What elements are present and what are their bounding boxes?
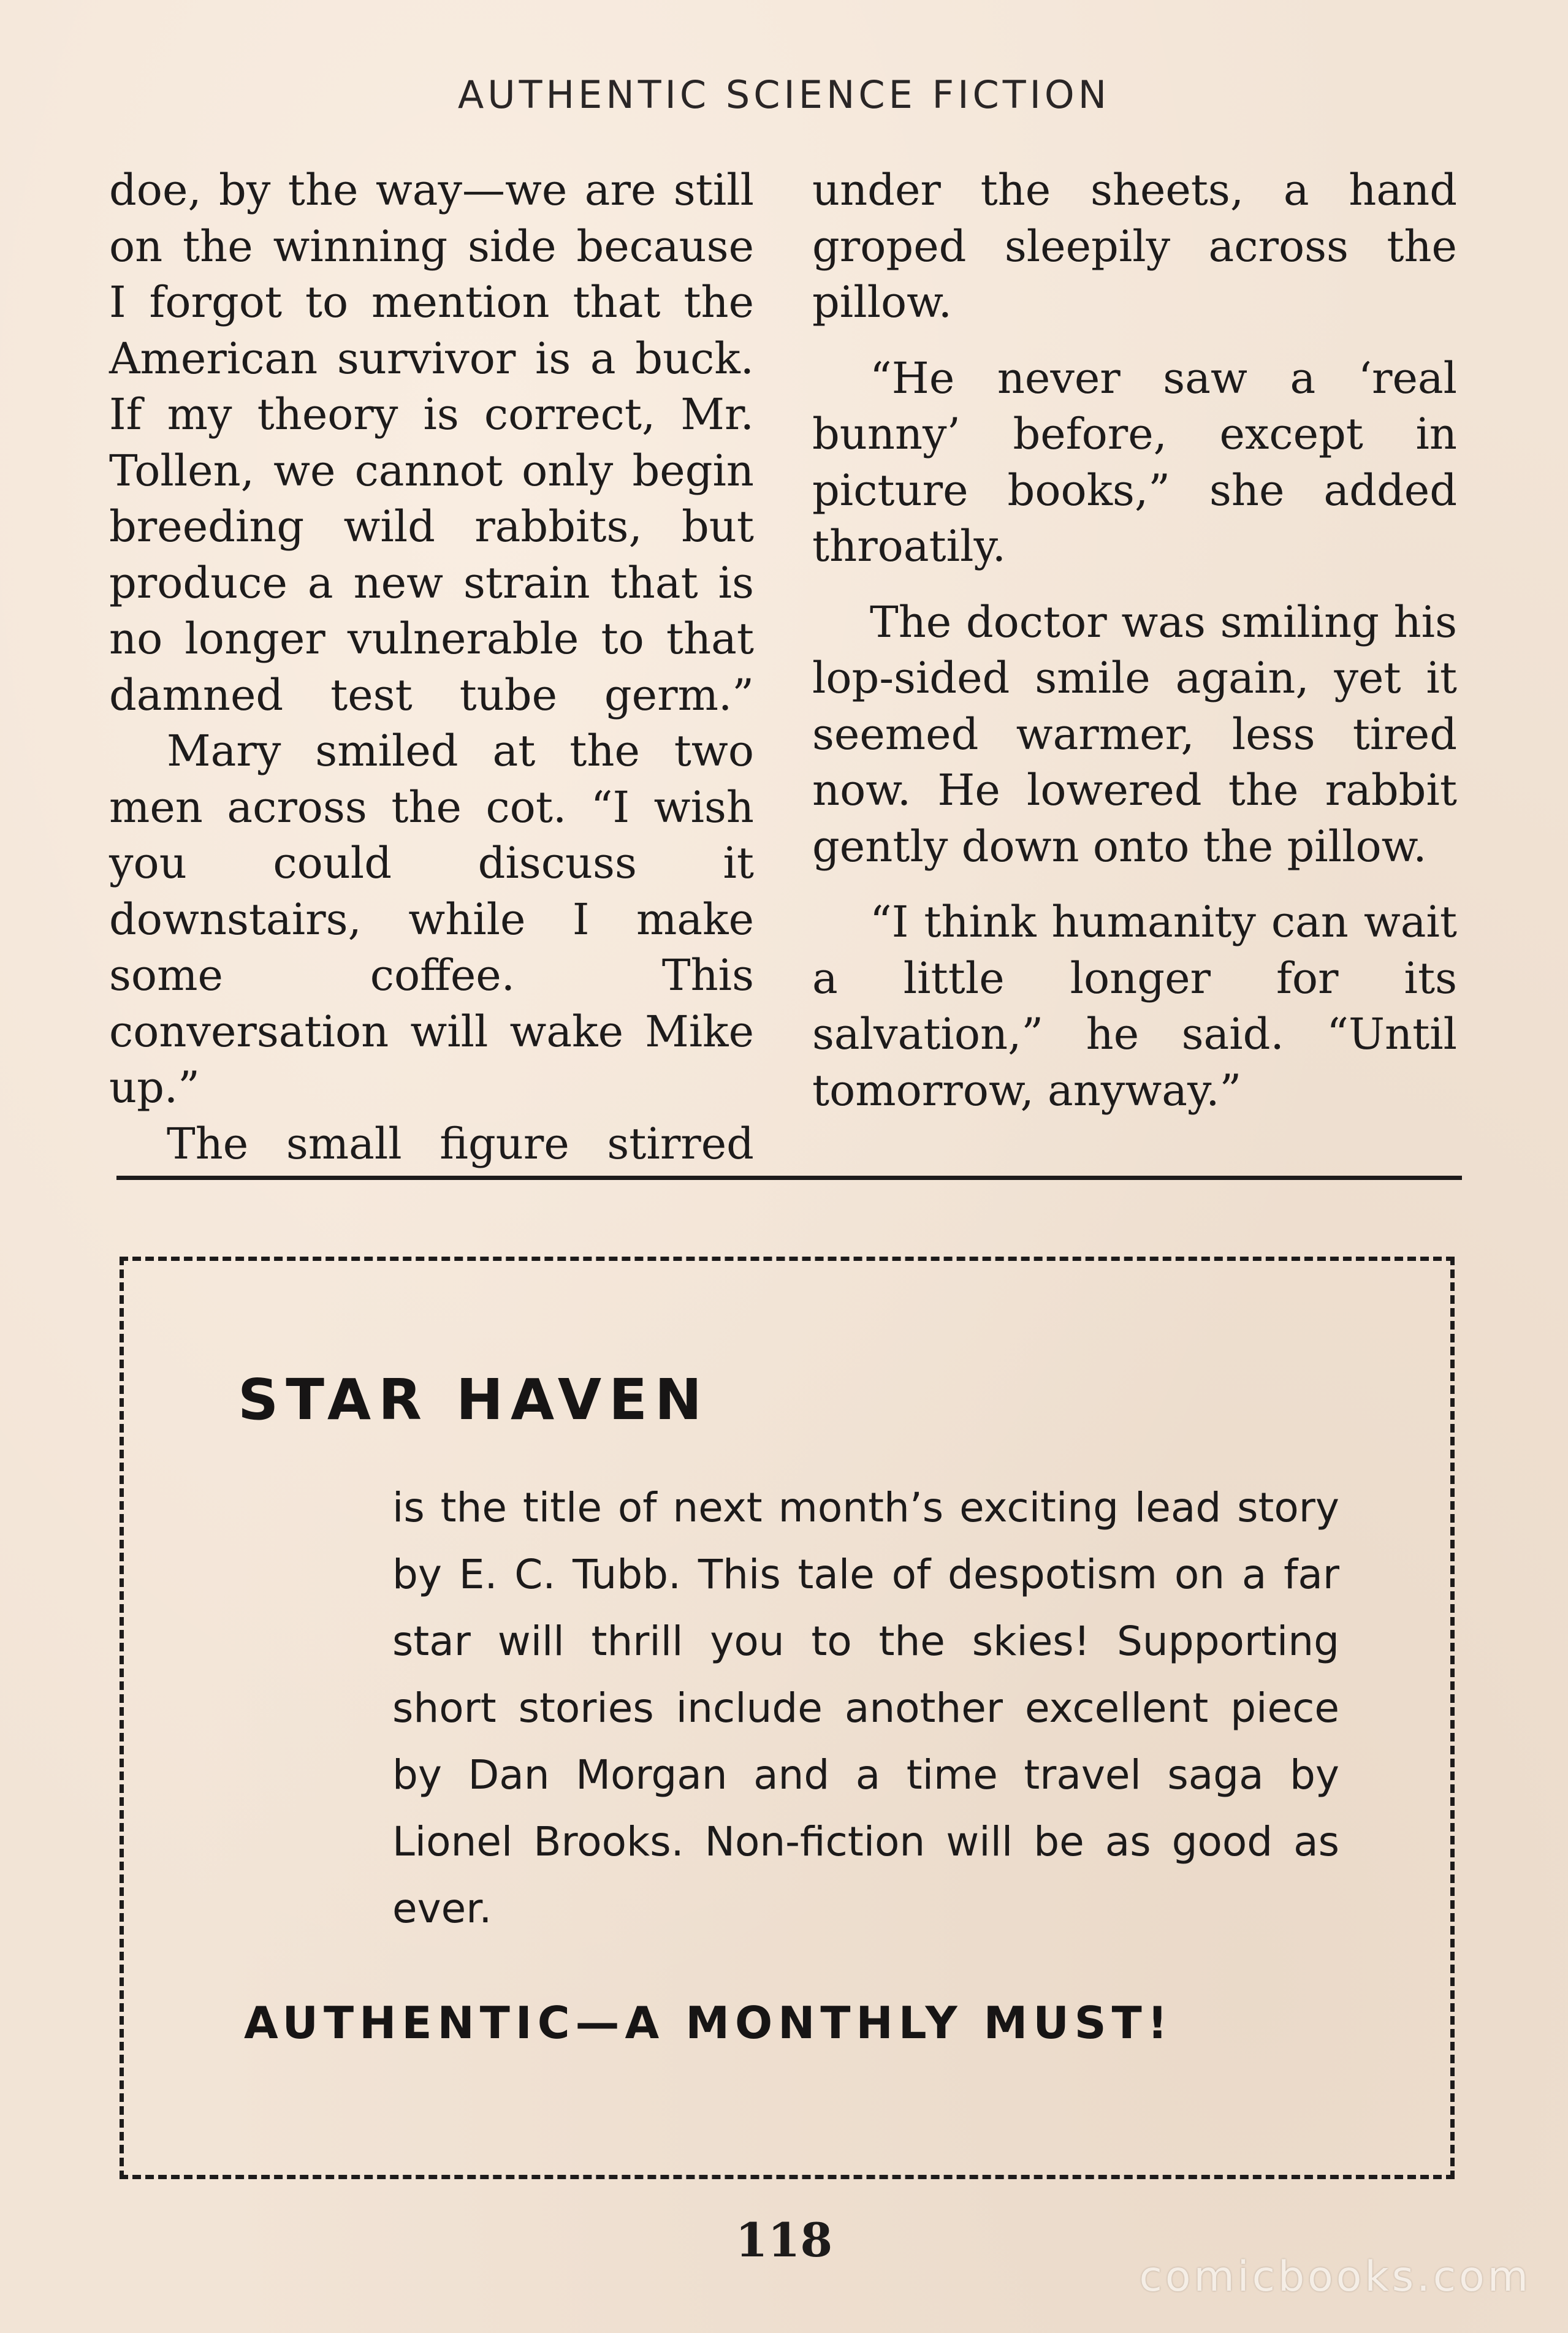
paragraph: The small figure stirred <box>167 1118 754 1169</box>
story-column-left <box>109 162 754 1172</box>
advertisement-title: STAR HAVEN <box>238 1367 709 1433</box>
paragraph: doe, by the way—we are still on the winning side because I forgot to mention that the American survivor is a buck. If my theory is correct, Mr. Tollen, we cannot only begin breeding wild rabbits, but produce a new strain that is no longer vulnerable to that damned test tube germ.” <box>109 165 754 720</box>
page-number: 118 <box>735 2213 833 2267</box>
paragraph: “I think humanity can wait a little longer for its salvation,” he said. “Until tomorrow, anyway.” <box>812 897 1457 1116</box>
story-column-right <box>812 162 1457 1119</box>
section-divider <box>116 1176 1462 1180</box>
advertisement-body: is the title of next month’s exciting lead story by E. C. Tubb. This tale of despotism on a far star will thrill you to the skies! Supporting short stories include another excellent piece by Dan Morgan and a time travel saga by Lionel Brooks. Non-fiction will be as good as ever. <box>392 1484 1339 1932</box>
running-head: AUTHENTIC SCIENCE FICTION <box>457 72 1111 117</box>
paragraph: Mary smiled at the two men across the cot. “I wish you could discuss it downstairs, while I make some coffee. This conversation will wake Mike up.” <box>109 726 754 1113</box>
paragraph: “He never saw a ‘real bunny’ before, except in picture books,” she added throatily. <box>812 352 1457 571</box>
paragraph: under the sheets, a hand groped sleepily across the pillow. <box>812 165 1457 327</box>
paragraph: The doctor was smiling his lop-sided smile again, yet it seemed warmer, less tired now. He lowered the rabbit gently down onto the pillow. <box>812 596 1457 872</box>
advertisement-slogan: AUTHENTIC—A MONTHLY MUST! <box>244 1997 1173 2049</box>
watermark: comicbooks.com <box>1139 2253 1531 2301</box>
